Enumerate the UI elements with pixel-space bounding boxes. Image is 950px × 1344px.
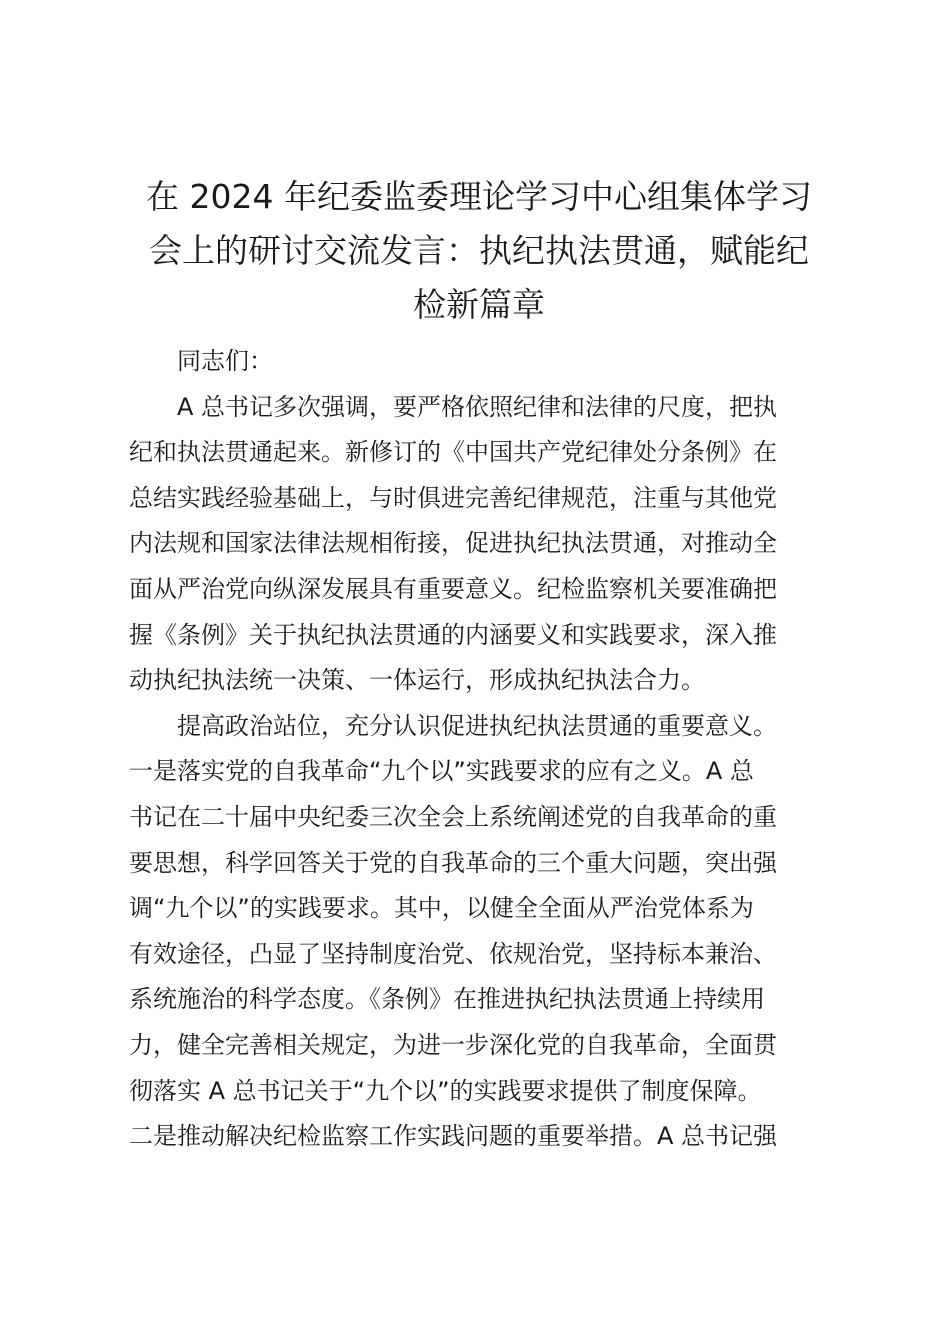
paragraph-1: [129, 385, 839, 704]
paragraph-2-line-1: 提高政治站位，充分认识促进执纪执法贯通的重要意义。: [177, 711, 777, 740]
title-line-3: 检新篇章: [413, 285, 545, 324]
paragraph-2-line-10: 二是推动解决纪检监察工作实践问题的重要举措。A 总书记强: [129, 1122, 778, 1151]
paragraph-1-line-5: 面从严治党向纵深发展具有重要意义。纪检监察机关要准确把: [129, 574, 777, 603]
paragraph-1-line-3: 总结实践经验基础上，与时俱进完善纪律规范，注重与其他党: [129, 483, 777, 512]
salutation-text: 同志们：: [177, 347, 273, 375]
paragraph-2-line-4: 要思想，科学回答关于党的自我革命的三个重大问题，突出强: [129, 848, 777, 877]
paragraph-2: [129, 704, 839, 1160]
paragraph-2-line-8: 力，健全完善相关规定，为进一步深化党的自我革命，全面贯: [129, 1030, 777, 1059]
paragraph-2-line-3: 书记在二十届中央纪委三次全会上系统阐述党的自我革命的重: [129, 802, 777, 831]
paragraph-1-line-4: 内法规和国家法律法规相衔接，促进执纪执法贯通，对推动全: [129, 529, 777, 558]
paragraph-2-line-5: 调“九个以”的实践要求。其中，以健全全面从严治党体系为: [129, 894, 754, 923]
paragraph-1-line-2: 纪和执法贯通起来。新修订的《中国共产党纪律处分条例》在: [129, 438, 777, 467]
document-title: [120, 170, 838, 332]
paragraph-1-line-1: A 总书记多次强调，要严格依照纪律和法律的尺度，把执: [177, 392, 778, 421]
paragraph-2-line-9: 彻落实 A 总书记关于“九个以”的实践要求提供了制度保障。: [129, 1076, 762, 1105]
title-line-2: 会上的研讨交流发言：执纪执法贯通，赋能纪: [149, 231, 809, 270]
document-body: [129, 339, 839, 1160]
paragraph-1-line-7: 动执纪执法统一决策、一体运行，形成执纪执法合力。: [129, 666, 705, 695]
title-line-1: 在 2024 年纪委监委理论学习中心组集体学习: [146, 177, 812, 216]
salutation: [129, 339, 839, 385]
paragraph-2-line-2: 一是落实党的自我革命“九个以”实践要求的应有之义。A 总: [129, 757, 754, 786]
paragraph-2-line-6: 有效途径，凸显了坚持制度治党、依规治党，坚持标本兼治、: [129, 939, 777, 968]
paragraph-2-line-7: 系统施治的科学态度。《条例》在推进执纪执法贯通上持续用: [129, 985, 765, 1014]
paragraph-1-line-6: 握《条例》关于执纪执法贯通的内涵要义和实践要求，深入推: [129, 620, 777, 649]
